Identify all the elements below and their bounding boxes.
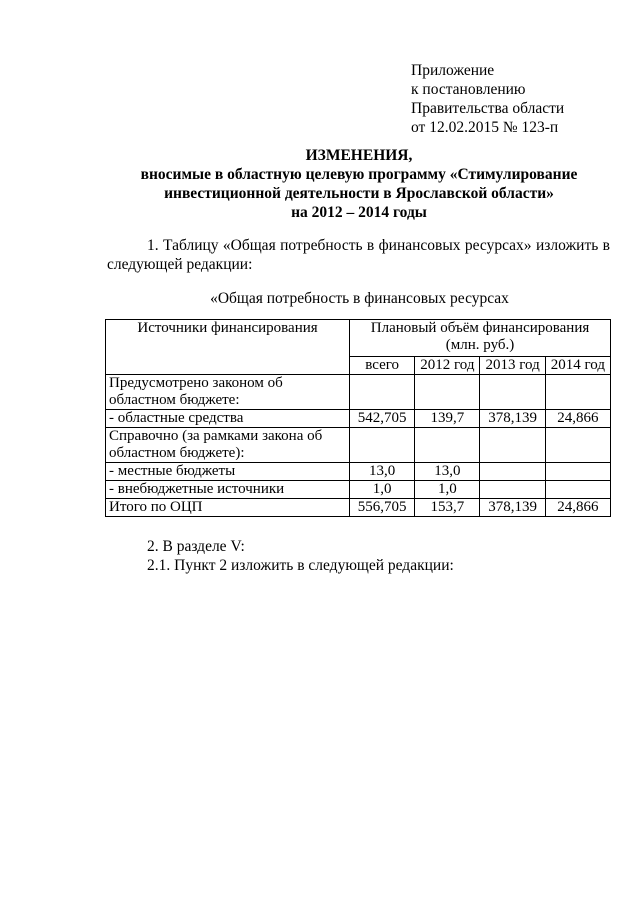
row-label: - внебюджетные источники xyxy=(106,481,350,499)
table-header-row xyxy=(106,320,611,357)
row-label: Предусмотрено законом об областном бюджете: xyxy=(106,375,350,410)
cell-2013: 378,139 xyxy=(480,410,545,428)
cell-2013 xyxy=(480,375,545,410)
table-row xyxy=(106,410,611,428)
item-2: 2. В разделе V: xyxy=(147,538,245,555)
cell-2014 xyxy=(545,463,610,481)
row-label: Итого по ОЦП xyxy=(106,499,350,517)
subheader-2012: 2012 год xyxy=(415,357,480,375)
cell-2013 xyxy=(480,463,545,481)
cell-2014 xyxy=(545,481,610,499)
table-row xyxy=(106,481,611,499)
table-row xyxy=(106,428,611,463)
cell-2012 xyxy=(415,428,480,463)
appendix-line: от 12.02.2015 № 123-п xyxy=(411,119,559,136)
header-volume: Плановый объём финансирования (млн. руб.) xyxy=(350,320,611,357)
cell-total xyxy=(350,375,415,410)
cell-total: 13,0 xyxy=(350,463,415,481)
item-2-1: 2.1. Пункт 2 изложить в следующей редакции: xyxy=(147,557,454,574)
cell-2014: 24,866 xyxy=(545,499,610,517)
subheader-2014: 2014 год xyxy=(545,357,610,375)
appendix-reference xyxy=(411,61,621,137)
cell-2012: 1,0 xyxy=(415,481,480,499)
cell-2012: 153,7 xyxy=(415,499,480,517)
cell-2012: 139,7 xyxy=(415,410,480,428)
table-row xyxy=(106,375,611,410)
cell-total: 556,705 xyxy=(350,499,415,517)
cell-total: 542,705 xyxy=(350,410,415,428)
table-caption: «Общая потребность в финансовых ресурсах xyxy=(210,290,509,307)
appendix-line: Приложение xyxy=(411,62,495,79)
cell-2012 xyxy=(415,375,480,410)
title-line: инвестиционной деятельности в Ярославской области» xyxy=(164,185,554,202)
financing-table xyxy=(105,319,611,517)
subheader-2013: 2013 год xyxy=(480,357,545,375)
row-label: - областные средства xyxy=(106,410,350,428)
cell-2013 xyxy=(480,428,545,463)
title-line: на 2012 – 2014 годы xyxy=(291,204,427,221)
cell-2012: 13,0 xyxy=(415,463,480,481)
row-label: - местные бюджеты xyxy=(106,463,350,481)
cell-total: 1,0 xyxy=(350,481,415,499)
appendix-line: к постановлению xyxy=(411,81,526,98)
table-row xyxy=(106,463,611,481)
cell-2013 xyxy=(480,481,545,499)
appendix-line: Правительства области xyxy=(411,100,565,117)
document-title xyxy=(60,146,640,222)
cell-2013: 378,139 xyxy=(480,499,545,517)
paragraph-1: 1. Таблицу «Общая потребность в финансовых ресурсах» изложить в следующей редакции: xyxy=(107,237,610,273)
cell-2014: 24,866 xyxy=(545,410,610,428)
table-row xyxy=(106,499,611,517)
cell-2014 xyxy=(545,428,610,463)
subheader-total: всего xyxy=(350,357,415,375)
header-source: Источники финансирования xyxy=(106,320,350,375)
cell-2014 xyxy=(545,375,610,410)
row-label: Справочно (за рамками закона об областном бюджете): xyxy=(106,428,350,463)
title-line: ИЗМЕНЕНИЯ, xyxy=(305,147,413,164)
title-line: вносимые в областную целевую программу «Стимулирование xyxy=(140,166,578,183)
cell-total xyxy=(350,428,415,463)
